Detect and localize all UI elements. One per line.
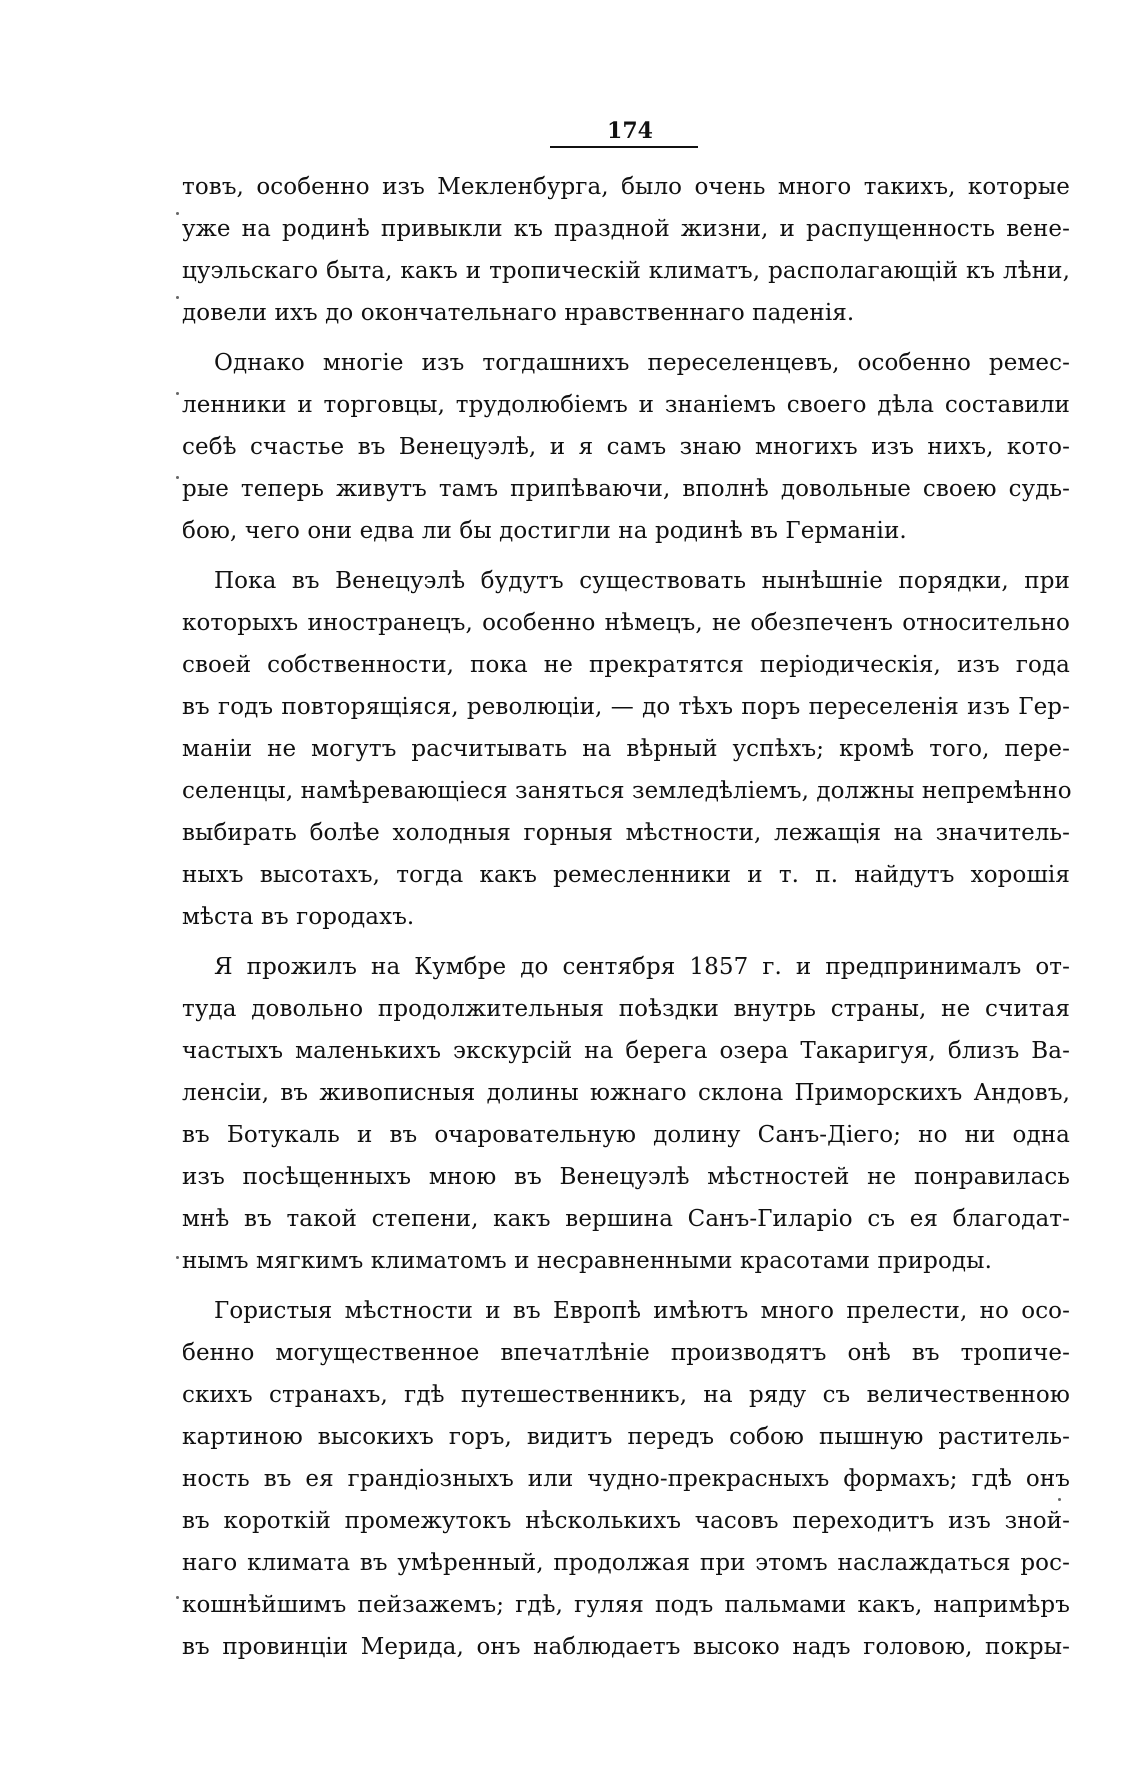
print-speck <box>176 212 179 215</box>
text-line: бою, чего они едва ли бы достигли на родинѣ въ Германіи. <box>182 518 907 544</box>
text-line: выбирать болѣе холодныя горныя мѣстности, лежащія на значитель- <box>182 820 1070 846</box>
text-line: довели ихъ до окончательнаго нравственнаго паденія. <box>182 300 855 326</box>
print-speck <box>176 1596 179 1599</box>
page-number: 174 <box>607 118 653 144</box>
text-line: картиною высокихъ горъ, видитъ передъ собою пышную раститель- <box>182 1424 1070 1450</box>
print-speck <box>1058 1498 1061 1501</box>
text-line: Гористыя мѣстности и въ Европѣ имѣютъ много прелести, но осо- <box>214 1298 1070 1324</box>
text-line: себѣ счастье въ Венецуэлѣ, и я самъ знаю многихъ изъ нихъ, кото- <box>182 434 1070 460</box>
text-line: своей собственности, пока не прекратятся періодическія, изъ года <box>182 652 1070 678</box>
paragraph-3 <box>182 560 1070 938</box>
text-line: частыхъ маленькихъ экскурсій на берега озера Такаригуя, близъ Ва- <box>182 1038 1070 1064</box>
text-line: бенно могущественное впечатлѣніе производятъ онѣ въ тропиче- <box>182 1340 1070 1366</box>
paragraph-4 <box>182 946 1070 1282</box>
text-line: ность въ ея грандіозныхъ или чудно-прекрасныхъ формахъ; гдѣ онъ <box>182 1466 1070 1492</box>
text-line: Однако многіе изъ тогдашнихъ переселенцевъ, особенно ремес- <box>214 350 1070 376</box>
text-line: въ Ботукаль и въ очаровательную долину Санъ-Діего; но ни одна <box>182 1122 1070 1148</box>
text-line: скихъ странахъ, гдѣ путешественникъ, на ряду съ величественною <box>182 1382 1070 1408</box>
paragraph-2 <box>182 342 1070 552</box>
text-line: наго климата въ умѣренный, продолжая при этомъ наслаждаться рос- <box>182 1550 1070 1576</box>
text-line: въ провинціи Мерида, онъ наблюдаетъ высоко надъ головою, покры- <box>182 1634 1070 1660</box>
text-line: нымъ мягкимъ климатомъ и несравненными красотами природы. <box>182 1248 993 1274</box>
text-line: въ короткій промежутокъ нѣсколькихъ часовъ переходитъ изъ зной- <box>182 1508 1070 1534</box>
text-line: изъ посѣщенныхъ мною въ Венецуэлѣ мѣстностей не понравилась <box>182 1164 1070 1190</box>
text-line: въ годъ повторящіяся, революціи, — до тѣхъ поръ переселенія изъ Гер- <box>182 694 1070 720</box>
text-line: цуэльскаго быта, какъ и тропическій климатъ, располагающій къ лѣни, <box>182 258 1070 284</box>
text-line: ленники и торговцы, трудолюбіемъ и знаніемъ своего дѣла составили <box>182 392 1070 418</box>
print-speck <box>176 392 179 395</box>
text-line: ныхъ высотахъ, тогда какъ ремесленники и т. п. найдутъ хорошія <box>182 862 1070 888</box>
text-line: кошнѣйшимъ пейзажемъ; гдѣ, гуляя подъ пальмами какъ, напримѣръ <box>182 1592 1070 1618</box>
text-line: туда довольно продолжительныя поѣздки внутрь страны, не считая <box>182 996 1070 1022</box>
body-text <box>182 166 1070 1676</box>
header-rule <box>550 146 698 148</box>
text-line: уже на родинѣ привыкли къ праздной жизни, и распущенность вене- <box>182 216 1070 242</box>
print-speck <box>176 1256 179 1259</box>
text-line: которыхъ иностранецъ, особенно нѣмецъ, не обезпеченъ относительно <box>182 610 1070 636</box>
text-line: маніи не могутъ расчитывать на вѣрный успѣхъ; кромѣ того, пере- <box>182 736 1070 762</box>
print-speck <box>176 296 179 299</box>
text-line: Я прожилъ на Кумбре до сентября 1857 г. и предпринималъ от- <box>214 954 1070 980</box>
text-line: селенцы, намѣревающіеся заняться земледѣліемъ, должны непремѣнно <box>182 778 1072 804</box>
print-speck <box>176 476 179 479</box>
text-line: мнѣ въ такой степени, какъ вершина Санъ-Гиларіо съ ея благодат- <box>182 1206 1070 1232</box>
text-line: рые теперь живутъ тамъ припѣваючи, вполнѣ довольные своею судь- <box>182 476 1070 502</box>
paragraph-1 <box>182 166 1070 334</box>
text-line: ленсіи, въ живописныя долины южнаго склона Приморскихъ Андовъ, <box>182 1080 1070 1106</box>
text-line: товъ, особенно изъ Мекленбурга, было очень много такихъ, которые <box>182 174 1070 200</box>
text-line: мѣста въ городахъ. <box>182 904 415 930</box>
paragraph-5 <box>182 1290 1070 1668</box>
text-line: Пока въ Венецуэлѣ будутъ существовать нынѣшніе порядки, при <box>214 568 1070 594</box>
